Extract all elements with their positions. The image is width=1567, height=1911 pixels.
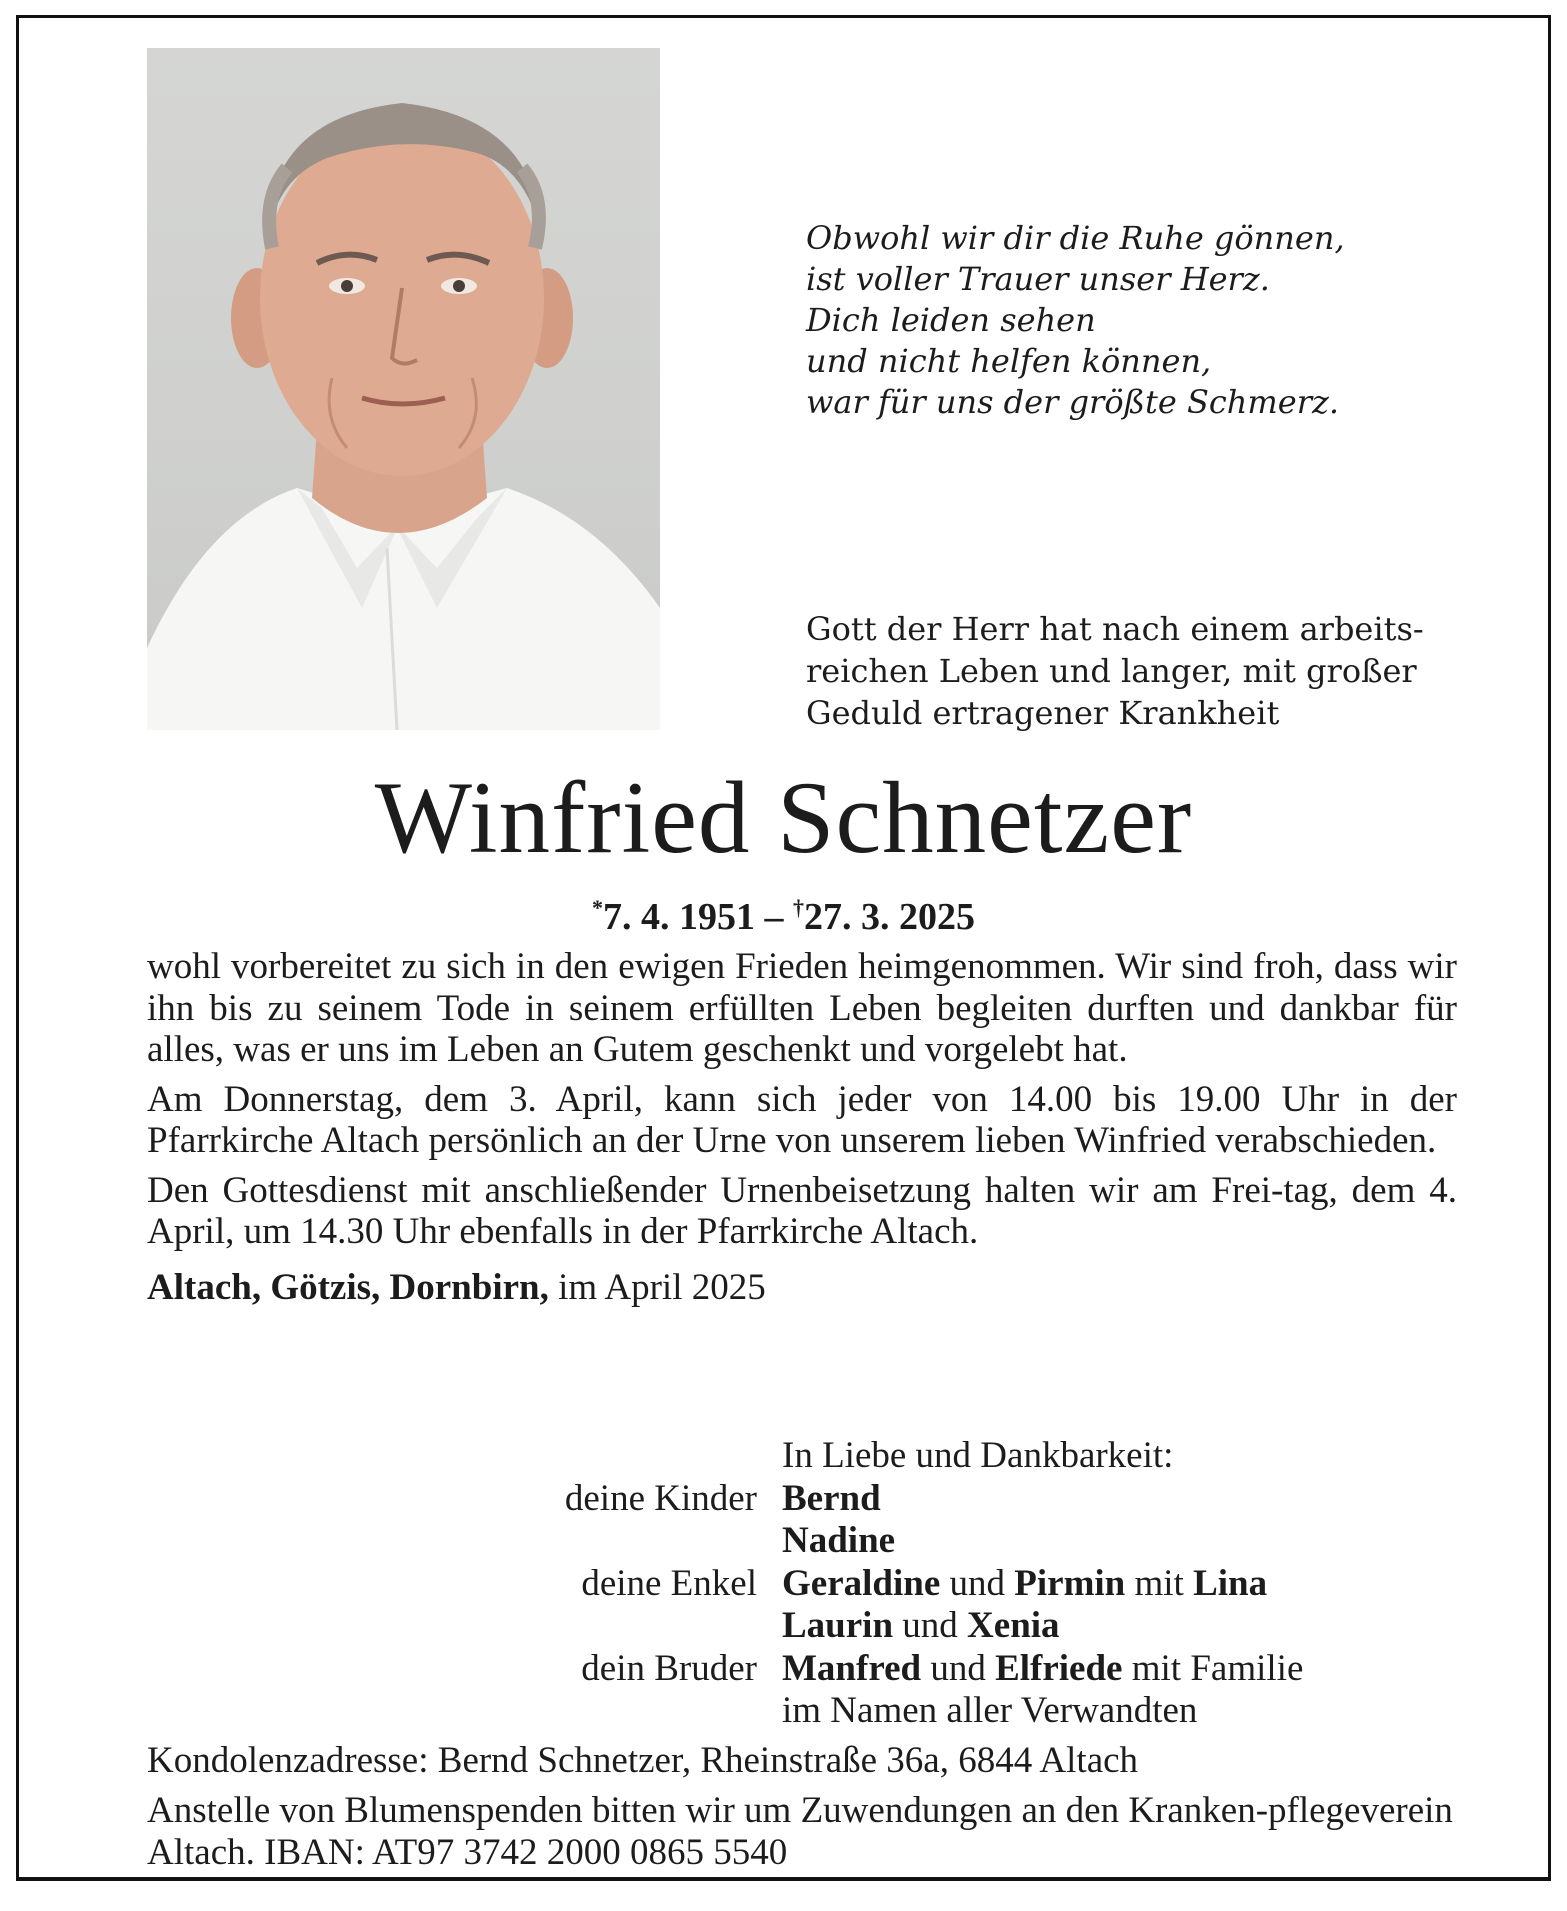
kondolenz-address: Kondolenzadresse: Bernd Schnetzer, Rheinstraße 36a, 6844 Altach — [147, 1740, 1139, 1781]
enkel-name: Xenia — [967, 1605, 1060, 1646]
enkel-name: Lina — [1193, 1562, 1268, 1604]
bruder-name: Manfred — [782, 1647, 922, 1689]
enkel-name: Pirmin — [1014, 1562, 1126, 1604]
enkel-line — [782, 1605, 1457, 1648]
obituary-body — [147, 946, 1457, 1316]
memorial-poem — [806, 218, 1426, 423]
kind-name: Bernd — [782, 1477, 881, 1519]
body-paragraph: wohl vorbereitet zu sich in den ewigen Frieden heimgenommen. Wir sind froh, dass wir ihn bis zu seinem Tode in seinem erfüllten Leben begleiten durften und dankbar für alles, was er uns im Leben an Gutem geschenkt und vorgelebt hat. — [147, 946, 1457, 1070]
body-paragraph: Am Donnerstag, dem 3. April, kann sich jeder von 14.00 bis 19.00 Uhr in der Pfarrkirche Altach persönlich an der Urne von unserem lieben Winfried verabschieden. — [147, 1078, 1457, 1161]
intro-line: Geduld ertragener Krankheit — [806, 694, 1280, 732]
birth-symbol: * — [592, 895, 603, 920]
poem-line: war für uns der größte Schmerz. — [806, 383, 1340, 421]
family-list — [147, 1435, 1457, 1733]
portrait-photo — [147, 48, 660, 730]
mit-familie: mit Familie — [1131, 1647, 1304, 1689]
intro-line: Gott der Herr hat nach einem arbeits- — [806, 610, 1424, 648]
conjunction: und — [949, 1562, 1006, 1604]
bruder-line — [782, 1648, 1457, 1691]
bruder-partner-name: Elfriede — [995, 1647, 1123, 1689]
enkel-line — [782, 1563, 1457, 1606]
poem-line: Obwohl wir dir die Ruhe gönnen, — [806, 219, 1345, 257]
bruder-label: dein Bruder — [581, 1647, 757, 1689]
poem-line: ist voller Trauer unser Herz. — [806, 260, 1270, 298]
poem-line: Dich leiden sehen — [806, 301, 1096, 339]
date-separator: – — [764, 896, 784, 938]
deceased-name: Winfried Schnetzer — [374, 761, 1193, 875]
poem-line: und nicht helfen können, — [806, 342, 1212, 380]
death-symbol: † — [793, 895, 804, 920]
place-date: im April 2025 — [558, 1266, 766, 1308]
conjunction: und — [902, 1605, 958, 1646]
body-paragraph: Den Gottesdienst mit anschließender Urnenbeisetzung halten wir am Frei-tag, dem 4. April, um 14.30 Uhr ebenfalls in der Pfarrkirche Altach. — [147, 1169, 1457, 1252]
life-dates — [19, 886, 1548, 939]
birth-date: 7. 4. 1951 — [603, 896, 755, 938]
donation-note: Anstelle von Blumenspenden bitten wir um Zuwendungen an den Kranken-pflegeverein Altach. IBAN: AT97 3742 2000 0865 5540 — [147, 1790, 1453, 1873]
portrait-illustration — [147, 48, 660, 730]
kinder-label: deine Kinder — [564, 1477, 757, 1519]
verwandte-line: im Namen aller Verwandten — [782, 1690, 1198, 1731]
place-towns: Altach, Götzis, Dornbirn, — [147, 1266, 549, 1308]
intro-text — [806, 608, 1486, 734]
conjunction: und — [930, 1647, 986, 1689]
enkel-name: Laurin — [782, 1605, 894, 1646]
conjunction: mit — [1134, 1562, 1184, 1604]
footer-info — [147, 1740, 1457, 1881]
kind-name: Nadine — [782, 1520, 896, 1561]
family-heading: In Liebe und Dankbarkeit: — [782, 1435, 1174, 1476]
enkel-label: deine Enkel — [581, 1562, 757, 1604]
death-date: 27. 3. 2025 — [804, 896, 975, 938]
place-and-date — [147, 1267, 1457, 1309]
obituary-page — [16, 15, 1551, 1881]
enkel-name: Geraldine — [782, 1562, 941, 1604]
intro-line: reichen Leben und langer, mit großer — [806, 652, 1417, 690]
